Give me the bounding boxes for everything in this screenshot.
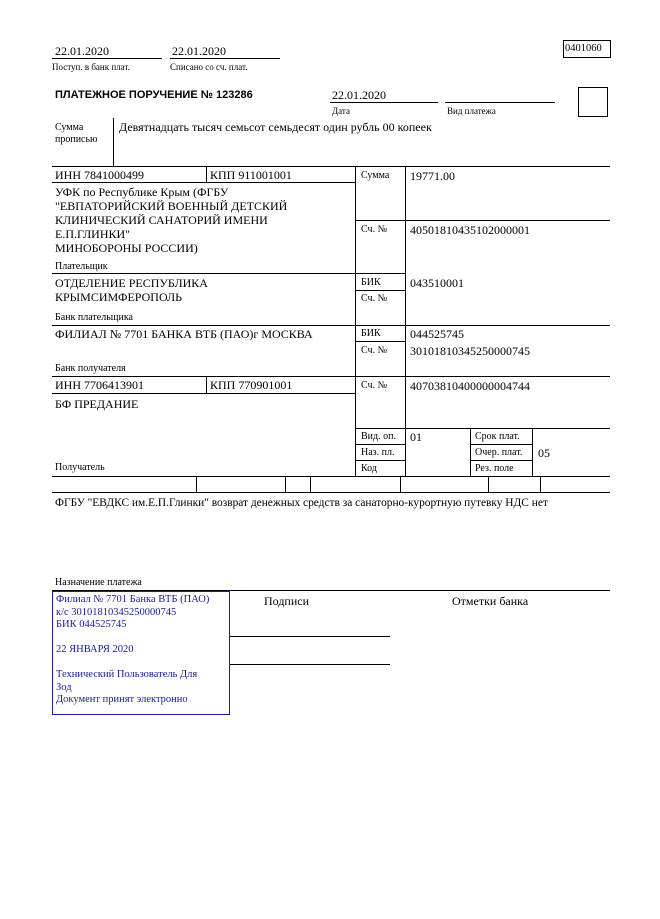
stamp-line-6 — [56, 657, 229, 670]
srok-label: Срок плат. — [475, 431, 520, 442]
received-label: Поступ. в банк плат. — [52, 62, 130, 72]
payer-bank-account-label: Сч. № — [361, 293, 388, 304]
payer-name-3: КЛИНИЧЕСКИЙ САНАТОРИЙ ИМЕНИ — [55, 213, 268, 227]
rule-recipient-bik-bottom — [355, 341, 405, 342]
rule-payer-bottom — [52, 273, 355, 274]
rule-payer-account-bottom — [355, 273, 405, 274]
stamp-line-5: 22 ЯНВАРЯ 2020 — [56, 644, 134, 655]
vid-op-label: Вид. оп. — [361, 431, 396, 442]
order-title: ПЛАТЕЖНОЕ ПОРУЧЕНИЕ № 123286 — [55, 89, 253, 101]
rule-sum-bottom — [355, 220, 610, 221]
rule-inn-bottom — [52, 182, 355, 183]
stamp-line-2: к/с 30101810345250000745 — [56, 606, 177, 618]
rule-tax-3 — [310, 476, 311, 492]
payer-inn: ИНН 7841000499 — [55, 168, 144, 182]
status-box — [578, 87, 608, 117]
debited-date-line — [170, 58, 280, 59]
amount-words-label-1: Сумма — [55, 122, 84, 133]
order-date: 22.01.2020 — [332, 88, 386, 102]
payer-bank-name-1: ОТДЕЛЕНИЕ РЕСПУБЛИКА — [55, 276, 208, 290]
rule-tax-5 — [488, 476, 489, 492]
rule-recipient-inn-bottom — [52, 393, 355, 394]
payer-account: 40501810435102000001 — [410, 223, 530, 237]
rule-col-values — [405, 166, 406, 476]
recipient-bank-account: 30101810345250000745 — [410, 344, 530, 358]
payer-name-4: Е.П.ГЛИНКИ" — [55, 227, 131, 241]
received-date: 22.01.2020 — [55, 44, 109, 58]
payer-kpp: КПП 911001001 — [210, 168, 292, 182]
payer-name-2: "ЕВПАТОРИЙСКИЙ ВОЕННЫЙ ДЕТСКИЙ — [55, 199, 288, 213]
stamp-line-4 — [56, 632, 229, 645]
rule-codes-row1-right — [470, 444, 532, 445]
payer-name-5: МИНОБОРОНЫ РОССИИ) — [55, 241, 198, 255]
sum-label: Сумма — [361, 170, 390, 181]
recipient-kpp: КПП 770901001 — [210, 378, 293, 392]
rule-amount-bottom — [52, 166, 610, 167]
payer-label: Плательщик — [55, 261, 108, 272]
rule-codes-row2 — [355, 460, 405, 461]
stamp-line-9: Документ принят электронно — [56, 694, 188, 705]
payment-type-label: Вид платежа — [447, 106, 496, 116]
rule-recipient-inn-kpp — [206, 376, 207, 393]
rule-codes-col1 — [470, 428, 471, 476]
stamp-line-8: Зод — [56, 681, 72, 693]
bank-stamp — [52, 591, 230, 715]
purpose-text: ФГБУ "ЕВДКС им.Е.П.Глинки" возврат денежных средств за санаторно-курортную путевку НДС нет — [55, 497, 548, 509]
purpose-label: Назначение платежа — [55, 577, 142, 588]
debited-label: Списано со сч. плат. — [170, 62, 248, 72]
debited-date: 22.01.2020 — [172, 44, 226, 58]
stamp-line-1: Филиал № 7701 Банка ВТБ (ПАО) — [56, 594, 210, 605]
rule-payer-bank-bottom — [52, 325, 610, 326]
recipient-account-label: Сч. № — [361, 380, 388, 391]
recipient-bank-name: ФИЛИАЛ № 7701 БАНКА ВТБ (ПАО)г МОСКВА — [55, 327, 313, 341]
rule-tax-2 — [285, 476, 286, 492]
rule-tax-6 — [540, 476, 541, 492]
recipient-bank-bik-label: БИК — [361, 328, 381, 339]
naz-pl-label: Наз. пл. — [361, 447, 395, 458]
rule-recipient-bank-bottom — [52, 376, 610, 377]
ocher-value: 05 — [538, 446, 550, 460]
amount-words-label-2: прописью — [55, 134, 98, 145]
stamp-line-3: БИК 044525745 — [56, 619, 127, 630]
received-date-line — [52, 58, 162, 59]
ocher-label: Очер. плат. — [475, 447, 523, 458]
sum-value: 19771.00 — [410, 169, 455, 183]
rule-col-main — [355, 166, 356, 476]
recipient-name: БФ ПРЕДАНИЕ — [55, 397, 139, 411]
payer-bank-label: Банк плательщика — [55, 312, 133, 323]
amount-words-divider — [113, 118, 114, 166]
form-code: 0401060 — [565, 43, 602, 54]
payment-type-line — [445, 102, 555, 103]
recipient-bank-bik: 044525745 — [410, 327, 464, 341]
recipient-account: 40703810400000004744 — [410, 379, 530, 393]
order-date-line — [330, 102, 438, 103]
recipient-bank-account-label: Сч. № — [361, 345, 388, 356]
payer-account-label: Сч. № — [361, 224, 388, 235]
amount-words-text: Девятнадцать тысяч семьсот семьдесят один рубль 00 копеек — [119, 120, 432, 134]
rule-codes-col2 — [532, 428, 533, 476]
signature-line-2 — [230, 664, 390, 665]
recipient-label: Получатель — [55, 462, 105, 473]
payer-bank-bik-label: БИК — [361, 277, 381, 288]
stamp-line-7: Технический Пользователь Для — [56, 669, 198, 680]
recipient-bank-label: Банк получателя — [55, 363, 126, 374]
vid-op-value: 01 — [410, 430, 422, 444]
rez-label: Рез. поле — [475, 463, 514, 474]
signatures-label: Подписи — [264, 594, 310, 608]
bank-marks-label: Отметки банка — [452, 594, 529, 608]
rule-codes-row2-right — [470, 460, 532, 461]
rule-tax-1 — [196, 476, 197, 492]
rule-tax-row-bottom — [52, 492, 610, 493]
rule-payer-inn-kpp — [206, 166, 207, 182]
rule-recipient-bottom — [52, 476, 610, 477]
rule-recipient-account-bottom — [355, 428, 610, 429]
recipient-inn: ИНН 7706413901 — [55, 378, 144, 392]
kod-label: Код — [361, 463, 377, 474]
payer-name-1: УФК по Республике Крым (ФГБУ — [55, 185, 229, 199]
order-date-label: Дата — [332, 106, 350, 116]
payer-bank-name-2: КРЫМСИМФЕРОПОЛЬ — [55, 290, 183, 304]
rule-payer-bik-bottom — [355, 290, 405, 291]
rule-codes-row1 — [355, 444, 405, 445]
payer-bank-bik: 043510001 — [410, 276, 464, 290]
rule-tax-4 — [400, 476, 401, 492]
signature-line-1 — [230, 636, 390, 637]
